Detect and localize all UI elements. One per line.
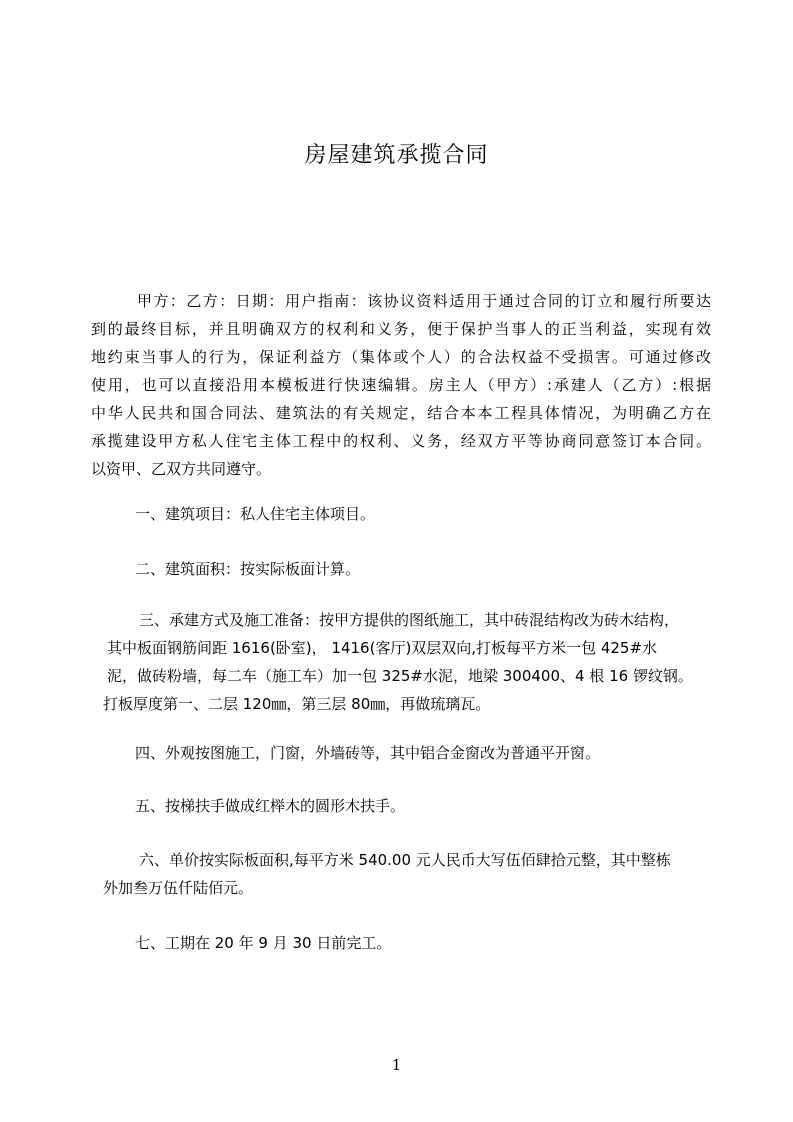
clause-3-line-4: 打板厚度第一、二层 120㎜，第三层 80㎜，再做琉璃瓦。 <box>103 695 491 713</box>
clause-2 <box>135 555 743 583</box>
intro-line-6: 承揽建设甲方私人住宅主体工程中的权利、义务，经双方平等协商同意签订本合同。 <box>91 432 711 450</box>
clause-4 <box>135 739 743 767</box>
intro-line-5: 中华人民共和国合同法、建筑法的有关规定，结合本本工程具体情况，为明确乙方在 <box>91 404 711 422</box>
clause-5 <box>135 792 743 820</box>
clause-7-text: 七、工期在 20 年 9 月 30 日前完工。 <box>135 934 392 952</box>
clause-5-text: 五、按梯扶手做成红榉木的圆形木扶手。 <box>135 797 406 815</box>
page-number: 1 <box>391 1056 402 1074</box>
clause-3 <box>103 606 711 718</box>
intro-line-3: 地约束当事人的行为，保证利益方（集体或个人）的合法权益不受损害。可通过修改 <box>91 348 711 366</box>
intro-line-4: 使用，也可以直接沿用本模板进行快速编辑。房主人（甲方）:承建人（乙方）:根据 <box>91 376 711 394</box>
clause-3-line-2: 其中板面钢筋间距 1616(卧室)， 1416(客厅)双层双向,打板每平方米一包 425#水 <box>107 639 658 657</box>
page-title: 房屋建筑承揽合同 <box>304 143 489 168</box>
clause-2-text: 二、建筑面积：按实际板面计算。 <box>135 560 361 578</box>
intro-line-2: 到的最终目标，并且明确双方的权利和义务，便于保护当事人的正当利益，实现有效 <box>91 320 711 338</box>
clause-3-line-3: 泥，做砖粉墙，每二车（施工车）加一包 325#水泥，地梁 300400、4 根 16 锣纹钢。 <box>107 667 693 685</box>
clause-4-text: 四、外观按图施工，门窗，外墙砖等，其中铝合金窗改为普通平开窗。 <box>135 744 601 762</box>
clause-1-text: 一、建筑项目：私人住宅主体项目。 <box>135 505 376 523</box>
clause-3-line-1: 三、承建方式及施工准备：按甲方提供的图纸施工，其中砖混结构改为砖木结构， <box>139 611 680 629</box>
intro-line-1: 甲方：乙方：日期：用户指南：该协议资料适用于通过合同的订立和履行所要达 <box>137 292 711 310</box>
intro-line-7: 以资甲、乙双方共同遵守。 <box>91 460 272 478</box>
clause-6 <box>103 846 711 902</box>
intro-paragraph <box>91 287 711 483</box>
clause-1 <box>135 500 743 528</box>
clause-7 <box>135 929 743 957</box>
clause-6-line-1: 六、单价按实际板面积,每平方米 540.00 元人民币大写伍佰肆拾元整，其中整栋 <box>139 851 671 869</box>
clause-6-line-2: 外加叁万伍仟陆佰元。 <box>103 879 254 897</box>
